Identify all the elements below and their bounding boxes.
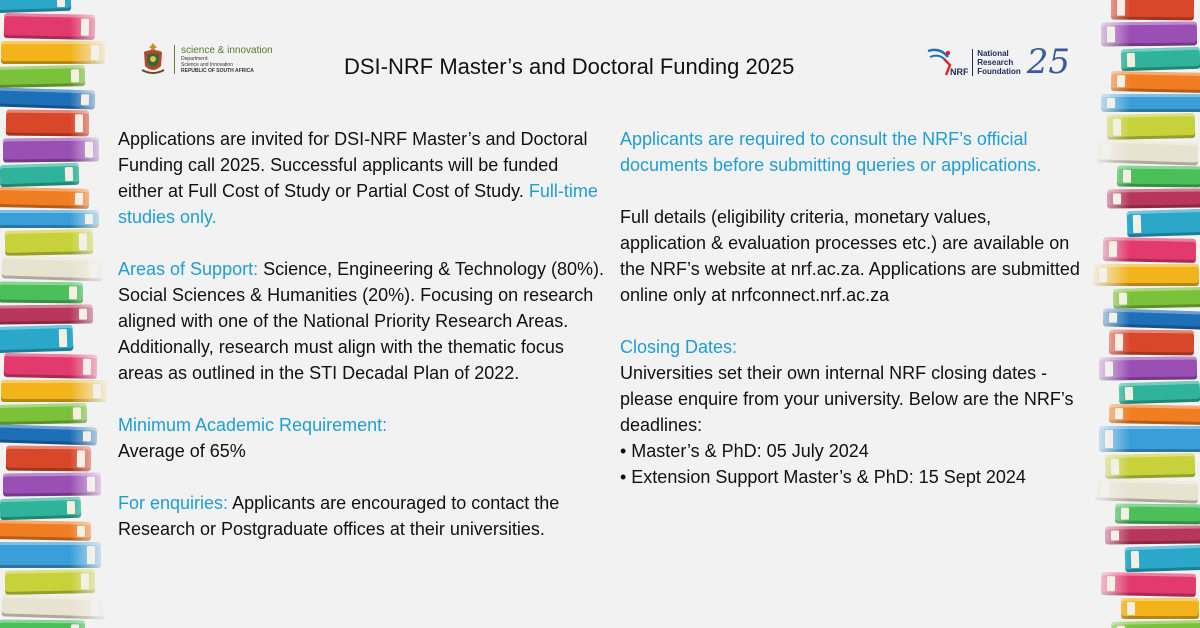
right-column [620,126,1080,516]
page-title: DSI-NRF Master’s and Doctoral Funding 2025 [344,54,795,79]
enquiries-paragraph [118,490,608,542]
areas-paragraph [118,256,608,386]
areas-text: Science, Engineering & Technology (80%). Social Sciences & Humanities (20%). Focusing on research aligned with one of the National Priority Research Areas. Additionally, research must align with the thematic focus areas as outlined in the STI Decadal Plan of 2022. [118,259,604,383]
closing-text: Universities set their own internal NRF closing dates - please enquire from your university. Below are the NRF’s deadlines: [620,363,1074,435]
dsi-logo-main: science & innovation [181,44,273,56]
coat-of-arms-icon [140,42,166,76]
enquiries-label: For enquiries: [118,493,229,513]
book-spine [0,325,73,354]
book-spine [1121,47,1200,71]
nrf-logo [926,42,1070,82]
stack-fade [1090,0,1130,628]
closing-label: Closing Dates: [620,337,738,357]
book-spine [1127,209,1200,238]
details-paragraph: Full details (eligibility criteria, monetary values, application & evaluation processes etc.) are available on the NRF’s website at nrf.ac.za. Applications are submitted online only at nrfconnect.nrf.ac.za [620,207,1080,305]
dsi-logo-dept: Department: [181,55,209,62]
dsi-logo [140,42,273,76]
book-spine [1121,598,1199,619]
nrf-logo-line3: Foundation [977,66,1021,76]
requirement-paragraph [118,412,608,464]
areas-label: Areas of Support: [118,259,259,279]
left-column [118,126,608,568]
nrf-anniversary: 25 [1026,42,1070,82]
closing-paragraph [620,334,1080,490]
deadline-item: • Extension Support Master’s & PhD: 15 Sept 2024 [620,467,1026,487]
stack-fade [70,0,110,628]
nrf-logo-line1: National [977,48,1009,58]
full-time-notice: Full-time studies only. [118,181,598,227]
book-spine [1119,381,1200,405]
book-stack-left [0,0,110,628]
book-spine [1125,545,1200,573]
book-spine [0,163,79,187]
nrf-runner-icon [926,45,968,79]
book-stack-right [1090,0,1200,628]
intro-paragraph [118,126,608,230]
dsi-logo-dept-name: Science and Innovation [181,61,233,68]
header [140,36,1070,96]
consult-notice: Applicants are required to consult the NRF’s official documents before submitting queries or applications. [620,129,1042,175]
nrf-logo-line2: Research [977,57,1014,67]
nrf-abbr: NRF [950,67,969,77]
book-spine [0,0,71,13]
enquiries-text: Applicants are encouraged to contact the Research or Postgraduate offices at their universities. [118,493,560,539]
dsi-logo-country: REPUBLIC OF SOUTH AFRICA [181,67,254,74]
requirement-value: Average of 65% [118,441,246,461]
intro-text: Applications are invited for DSI-NRF Master’s and Doctoral Funding call 2025. Successful applicants will be funded either at Full Cost of Study or Partial Cost of Study. [118,129,588,201]
deadline-item: • Master’s & PhD: 05 July 2024 [620,441,869,461]
requirement-label: Minimum Academic Requirement: [118,415,388,435]
